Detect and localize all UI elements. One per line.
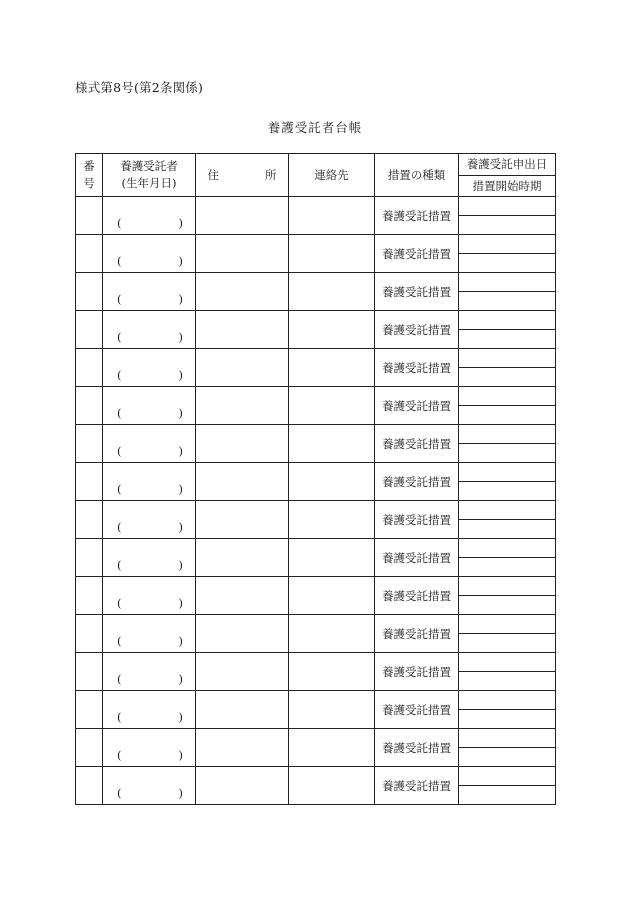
birthdate-paren-close: ) (178, 368, 183, 382)
row-dates-cell (459, 691, 556, 729)
row-dates-cell (459, 311, 556, 349)
row-address-cell[interactable] (196, 653, 289, 691)
row-measure-type-cell: 養護受託措置 (375, 501, 459, 539)
header-number (76, 154, 103, 197)
row-number-cell[interactable] (76, 349, 103, 387)
birthdate-paren-close: ) (178, 634, 183, 648)
table-row (76, 425, 556, 463)
row-name-cell[interactable] (103, 691, 196, 729)
birthdate-paren-open: ( (117, 444, 122, 458)
table-row (76, 197, 556, 235)
table-row (76, 349, 556, 387)
row-start-date[interactable] (459, 558, 555, 576)
row-dates-cell (459, 539, 556, 577)
row-number-cell[interactable] (76, 387, 103, 425)
row-contact-cell[interactable] (289, 729, 375, 767)
row-dates-cell (459, 767, 556, 805)
row-name-cell[interactable] (103, 273, 196, 311)
row-contact-cell[interactable] (289, 615, 375, 653)
row-address-cell[interactable] (196, 235, 289, 273)
row-address-cell[interactable] (196, 311, 289, 349)
header-row (76, 154, 556, 197)
row-start-date[interactable] (459, 710, 555, 728)
row-contact-cell[interactable] (289, 349, 375, 387)
row-start-date[interactable] (459, 596, 555, 614)
table-row (76, 577, 556, 615)
birthdate-paren-close: ) (178, 444, 183, 458)
row-name-cell[interactable] (103, 767, 196, 805)
row-number-cell[interactable] (76, 463, 103, 501)
row-number-cell[interactable] (76, 235, 103, 273)
row-start-date[interactable] (459, 672, 555, 690)
birthdate-paren-close: ) (178, 406, 183, 420)
row-start-date[interactable] (459, 368, 555, 386)
row-address-cell[interactable] (196, 691, 289, 729)
ledger-table (75, 153, 556, 805)
table-row (76, 691, 556, 729)
table-row (76, 311, 556, 349)
row-contact-cell[interactable] (289, 387, 375, 425)
birthdate-paren-close: ) (178, 520, 183, 534)
row-dates-cell (459, 729, 556, 767)
birthdate-paren-close: ) (178, 672, 183, 686)
row-number-cell[interactable] (76, 311, 103, 349)
row-number-cell[interactable] (76, 539, 103, 577)
row-dates-cell (459, 653, 556, 691)
header-number-line2: 号 (83, 176, 95, 190)
row-address-cell[interactable] (196, 501, 289, 539)
row-measure-type-cell: 養護受託措置 (375, 273, 459, 311)
row-number-cell[interactable] (76, 501, 103, 539)
row-measure-type-cell: 養護受託措置 (375, 767, 459, 805)
row-contact-cell[interactable] (289, 691, 375, 729)
row-name-cell[interactable] (103, 349, 196, 387)
header-name-line1: 養護受託者 (120, 159, 178, 173)
row-measure-type-cell: 養護受託措置 (375, 235, 459, 273)
row-measure-type-cell: 養護受託措置 (375, 653, 459, 691)
header-start-date: 措置開始時期 (472, 178, 542, 193)
row-dates-cell (459, 197, 556, 235)
row-measure-type-cell: 養護受託措置 (375, 197, 459, 235)
birthdate-paren-open: ( (117, 710, 122, 724)
row-name-cell[interactable] (103, 729, 196, 767)
row-application-date[interactable] (459, 615, 555, 634)
row-application-date[interactable] (459, 387, 555, 406)
form-number: 様式第8号(第2条関係) (75, 80, 204, 95)
row-application-date[interactable] (459, 463, 555, 482)
row-name-cell[interactable] (103, 539, 196, 577)
row-start-date[interactable] (459, 254, 555, 272)
table-row (76, 615, 556, 653)
row-dates-cell (459, 577, 556, 615)
row-number-cell[interactable] (76, 273, 103, 311)
header-number-line1: 番 (83, 159, 95, 173)
birthdate-paren-close: ) (178, 710, 183, 724)
birthdate-paren-open: ( (117, 596, 122, 610)
table-row (76, 235, 556, 273)
birthdate-paren-open: ( (117, 292, 122, 306)
row-address-cell[interactable] (196, 615, 289, 653)
birthdate-paren-close: ) (178, 596, 183, 610)
row-address-cell[interactable] (196, 349, 289, 387)
birthdate-paren-open: ( (117, 368, 122, 382)
header-name (103, 154, 196, 197)
birthdate-paren-open: ( (117, 634, 122, 648)
birthdate-paren-open: ( (117, 330, 122, 344)
header-measure-type: 措置の種類 (375, 154, 459, 197)
row-number-cell[interactable] (76, 615, 103, 653)
row-measure-type-cell: 養護受託措置 (375, 387, 459, 425)
row-measure-type-cell: 養護受託措置 (375, 463, 459, 501)
table-row (76, 767, 556, 805)
header-contact: 連絡先 (289, 154, 375, 197)
header-address (196, 154, 289, 197)
row-application-date[interactable] (459, 235, 555, 254)
row-dates-cell (459, 387, 556, 425)
table-row (76, 729, 556, 767)
birthdate-paren-close: ) (178, 216, 183, 230)
row-contact-cell[interactable] (289, 767, 375, 805)
birthdate-paren-close: ) (178, 292, 183, 306)
table-row (76, 539, 556, 577)
row-contact-cell[interactable] (289, 235, 375, 273)
header-application-date: 養護受託申出日 (459, 154, 555, 176)
row-dates-cell (459, 273, 556, 311)
row-measure-type-cell: 養護受託措置 (375, 615, 459, 653)
row-address-cell[interactable] (196, 197, 289, 235)
row-application-date[interactable] (459, 577, 555, 596)
table-row (76, 653, 556, 691)
row-name-cell[interactable] (103, 653, 196, 691)
birthdate-paren-close: ) (178, 558, 183, 572)
row-application-date[interactable] (459, 767, 555, 786)
row-address-cell[interactable] (196, 425, 289, 463)
row-start-date[interactable] (459, 330, 555, 348)
row-measure-type-cell: 養護受託措置 (375, 691, 459, 729)
row-application-date[interactable] (459, 653, 555, 672)
table-row (76, 387, 556, 425)
birthdate-paren-close: ) (178, 786, 183, 800)
row-application-date[interactable] (459, 729, 555, 748)
row-start-date[interactable] (459, 520, 555, 538)
row-dates-cell (459, 615, 556, 653)
row-application-date[interactable] (459, 349, 555, 368)
row-number-cell[interactable] (76, 577, 103, 615)
row-start-date[interactable] (459, 634, 555, 652)
row-address-cell[interactable] (196, 767, 289, 805)
birthdate-paren-close: ) (178, 330, 183, 344)
header-dates (459, 154, 556, 197)
row-name-cell[interactable] (103, 577, 196, 615)
row-name-cell[interactable] (103, 387, 196, 425)
row-contact-cell[interactable] (289, 653, 375, 691)
birthdate-paren-close: ) (178, 482, 183, 496)
ledger-body (76, 197, 556, 805)
row-contact-cell[interactable] (289, 273, 375, 311)
row-application-date[interactable] (459, 311, 555, 330)
row-name-cell[interactable] (103, 615, 196, 653)
row-application-date[interactable] (459, 273, 555, 292)
row-application-date[interactable] (459, 197, 555, 216)
row-address-cell[interactable] (196, 463, 289, 501)
row-contact-cell[interactable] (289, 197, 375, 235)
row-dates-cell (459, 463, 556, 501)
row-number-cell[interactable] (76, 767, 103, 805)
row-name-cell[interactable] (103, 197, 196, 235)
row-application-date[interactable] (459, 425, 555, 444)
row-contact-cell[interactable] (289, 311, 375, 349)
row-number-cell[interactable] (76, 729, 103, 767)
row-address-cell[interactable] (196, 273, 289, 311)
row-address-cell[interactable] (196, 387, 289, 425)
row-address-cell[interactable] (196, 539, 289, 577)
row-dates-cell (459, 235, 556, 273)
birthdate-paren-open: ( (117, 672, 122, 686)
birthdate-paren-close: ) (178, 748, 183, 762)
row-name-cell[interactable] (103, 501, 196, 539)
birthdate-paren-open: ( (117, 786, 122, 800)
birthdate-paren-close: ) (178, 254, 183, 268)
row-start-date[interactable] (459, 406, 555, 424)
table-row (76, 463, 556, 501)
birthdate-paren-open: ( (117, 520, 122, 534)
row-start-date[interactable] (459, 786, 555, 804)
birthdate-paren-open: ( (117, 748, 122, 762)
row-name-cell[interactable] (103, 311, 196, 349)
header-address-left: 住 (207, 167, 219, 182)
row-contact-cell[interactable] (289, 425, 375, 463)
row-name-cell[interactable] (103, 463, 196, 501)
row-dates-cell (459, 425, 556, 463)
row-start-date[interactable] (459, 216, 555, 234)
header-address-right: 所 (265, 167, 277, 182)
row-measure-type-cell: 養護受託措置 (375, 349, 459, 387)
row-measure-type-cell: 養護受託措置 (375, 539, 459, 577)
row-name-cell[interactable] (103, 425, 196, 463)
table-row (76, 501, 556, 539)
row-contact-cell[interactable] (289, 577, 375, 615)
row-dates-cell (459, 501, 556, 539)
row-measure-type-cell: 養護受託措置 (375, 311, 459, 349)
birthdate-paren-open: ( (117, 406, 122, 420)
birthdate-paren-open: ( (117, 482, 122, 496)
row-contact-cell[interactable] (289, 463, 375, 501)
row-measure-type-cell: 養護受託措置 (375, 577, 459, 615)
row-measure-type-cell: 養護受託措置 (375, 425, 459, 463)
row-name-cell[interactable] (103, 235, 196, 273)
row-dates-cell (459, 349, 556, 387)
birthdate-paren-open: ( (117, 558, 122, 572)
row-measure-type-cell: 養護受託措置 (375, 729, 459, 767)
row-number-cell[interactable] (76, 653, 103, 691)
row-contact-cell[interactable] (289, 501, 375, 539)
document-title: 養護受託者台帳 (267, 120, 363, 135)
row-address-cell[interactable] (196, 577, 289, 615)
row-start-date[interactable] (459, 748, 555, 766)
row-application-date[interactable] (459, 691, 555, 710)
row-start-date[interactable] (459, 482, 555, 500)
row-contact-cell[interactable] (289, 539, 375, 577)
header-name-line2: (生年月日) (121, 176, 177, 190)
row-number-cell[interactable] (76, 197, 103, 235)
row-address-cell[interactable] (196, 729, 289, 767)
row-start-date[interactable] (459, 444, 555, 462)
row-application-date[interactable] (459, 539, 555, 558)
row-number-cell[interactable] (76, 691, 103, 729)
birthdate-paren-open: ( (117, 254, 122, 268)
row-start-date[interactable] (459, 292, 555, 310)
row-application-date[interactable] (459, 501, 555, 520)
table-row (76, 273, 556, 311)
birthdate-paren-open: ( (117, 216, 122, 230)
row-number-cell[interactable] (76, 425, 103, 463)
